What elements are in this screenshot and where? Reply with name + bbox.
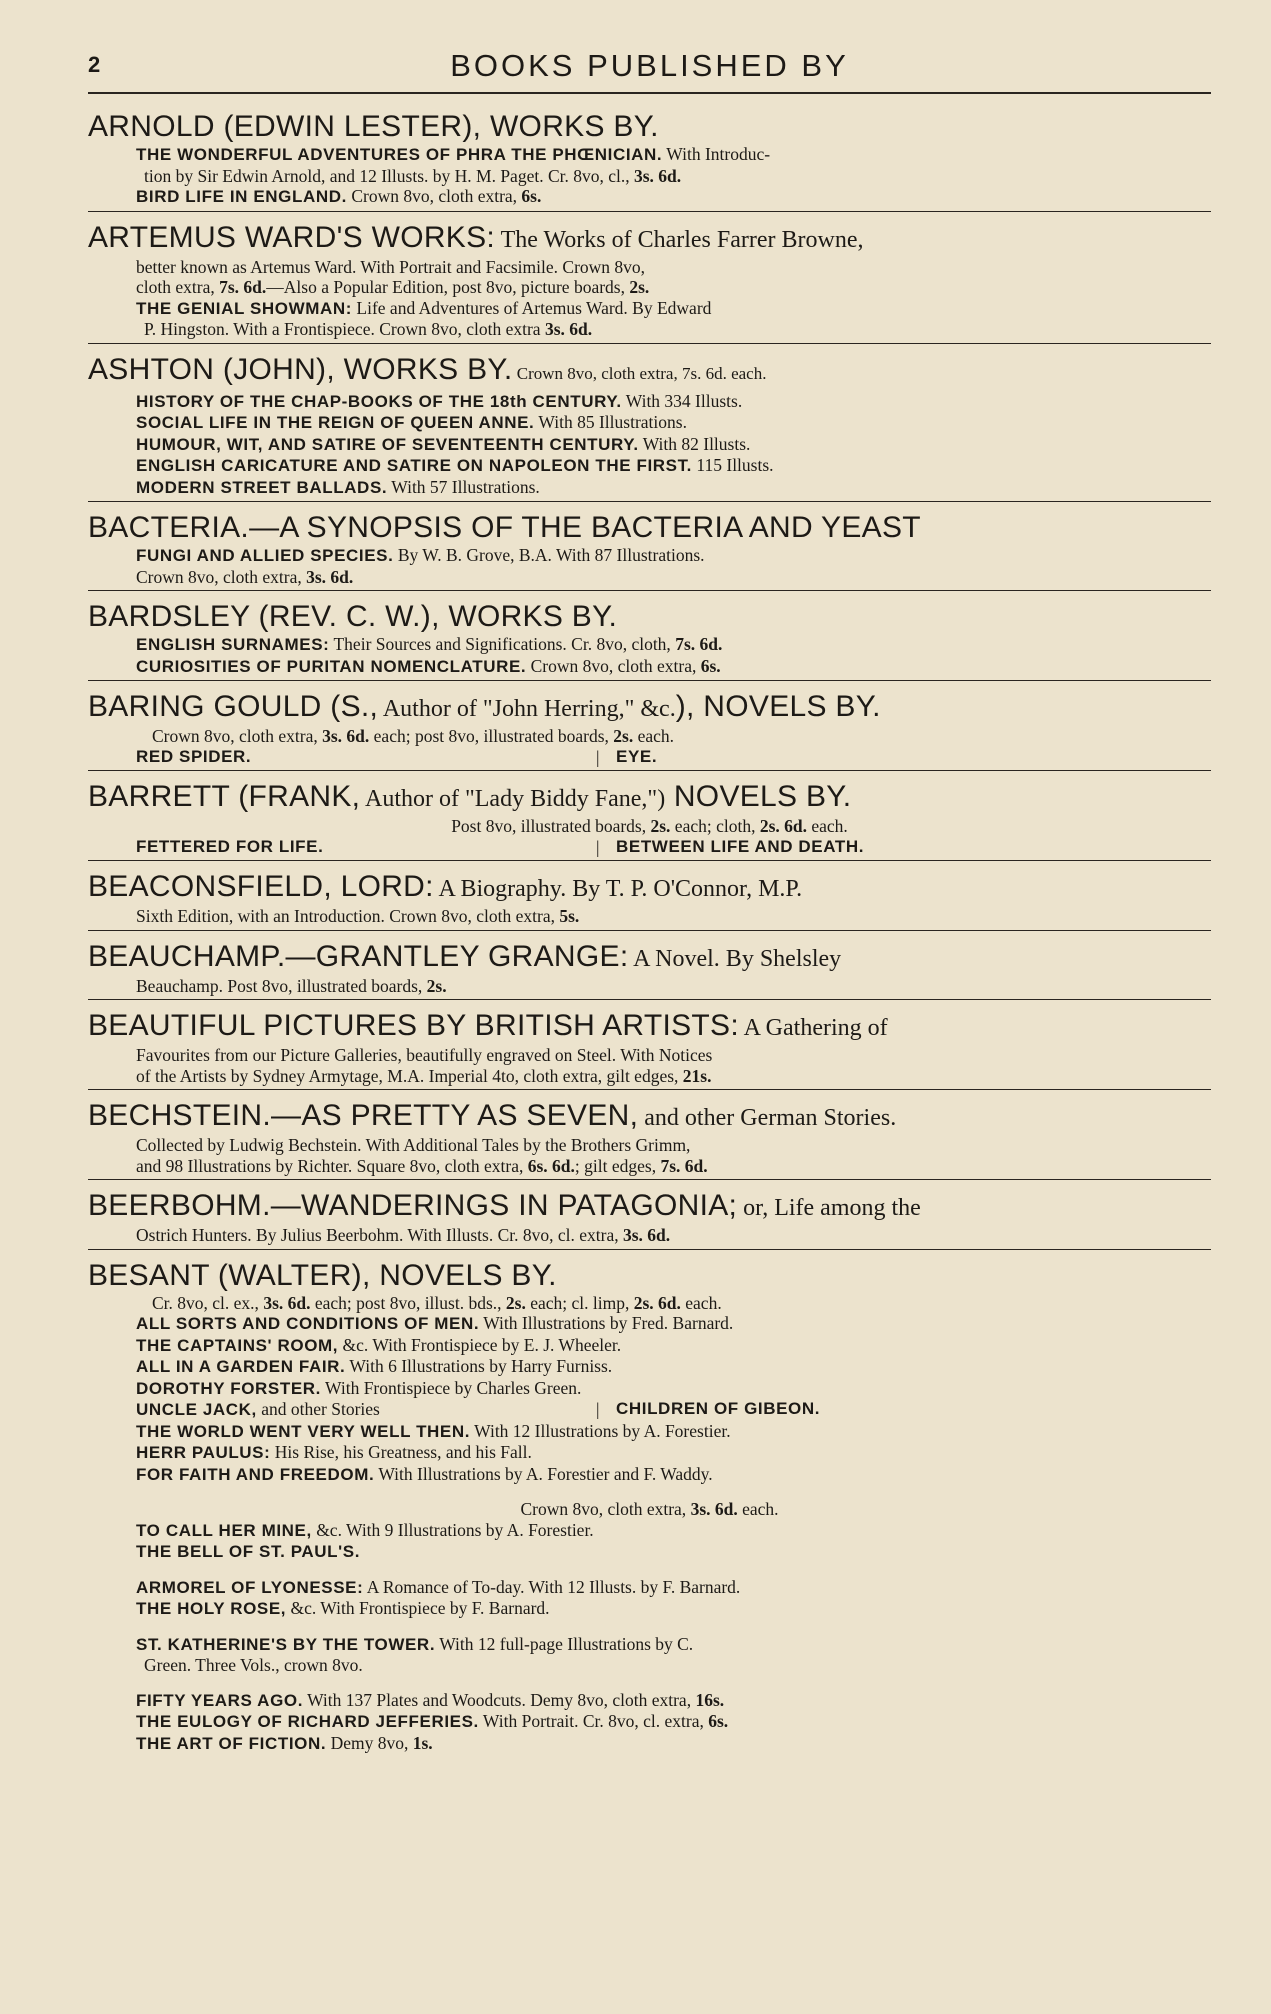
heading-end: ), NOVELS BY. — [675, 690, 881, 723]
book-title: ST. KATHERINE'S BY THE TOWER. — [136, 1634, 436, 1654]
price: 3s. 6d. — [544, 319, 593, 339]
book-details: Their Sources and Significations. Cr. 8vo, cloth, — [329, 634, 676, 654]
entry-heading — [88, 870, 1211, 906]
price: 7s. 6d. — [660, 1155, 708, 1176]
price: 1s. — [412, 1732, 433, 1753]
book-details: each. — [680, 1292, 722, 1313]
price: 6s. — [521, 186, 542, 206]
entry-line — [88, 1399, 1211, 1421]
entry-line — [88, 1156, 1211, 1177]
book-details: A Romance of To-day. With 12 Illusts. by F. Barnard. — [363, 1576, 741, 1597]
price: 3s. 6d. — [690, 1499, 738, 1519]
book-details: Post 8vo, illustrated boards, — [451, 816, 651, 836]
price: 3s. 6d. — [622, 1225, 671, 1245]
book-details: each; cloth, — [670, 816, 760, 836]
book-title: FOR FAITH AND FREEDOM. — [136, 1464, 375, 1484]
entry-line — [88, 1293, 1211, 1314]
entry-line — [88, 434, 1211, 456]
heading-tail: A Gathering of — [738, 1015, 888, 1041]
price: 5s. — [559, 906, 580, 926]
book-details: With 137 Plates and Woodcuts. Demy 8vo, cloth extra, — [303, 1689, 696, 1710]
entry-heading: ARNOLD (EDWIN LESTER), WORKS BY. — [88, 110, 659, 143]
entry-line — [88, 1356, 1211, 1378]
heading-tail: A Novel. By Shelsley — [628, 945, 842, 972]
book-details: and other Stories — [256, 1399, 380, 1419]
book-details: &c. With 9 Illustrations by A. Forestier. — [311, 1519, 594, 1540]
book-details: P. Hingston. With a Frontispiece. Crown 8vo, cloth extra — [144, 319, 545, 339]
heading-text: BEAUCHAMP.—GRANTLEY GRANGE: — [88, 939, 629, 973]
book-details: and 98 Illustrations by Richter. Square 8vo, cloth extra, — [136, 1155, 528, 1176]
book-details: Demy 8vo, — [326, 1732, 413, 1753]
book-details: 115 Illusts. — [692, 455, 774, 475]
entry-heading: BACTERIA.—A SYNOPSIS OF THE BACTERIA AND YEAST — [88, 511, 921, 544]
book-title: EYE. — [616, 746, 658, 766]
book-title: ENGLISH CARICATURE AND SATIRE ON NAPOLEON THE FIRST. — [136, 456, 693, 475]
book-title: THE EULOGY OF RICHARD JEFFERIES. — [136, 1712, 479, 1731]
entry-line — [88, 1711, 1211, 1733]
entry-line — [88, 1421, 1211, 1443]
book-details: Green. Three Vols., crown 8vo. — [144, 1655, 363, 1675]
book-title: ENGLISH SURNAMES: — [136, 635, 330, 654]
book-details: Ostrich Hunters. By Julius Beerbohm. With Illusts. Cr. 8vo, cl. extra, — [136, 1225, 623, 1245]
book-title: ALL IN A GARDEN FAIR. — [136, 1357, 346, 1376]
book-details: With 82 Illusts. — [638, 433, 751, 454]
heading-text: BARRETT (FRANK, — [88, 780, 361, 813]
book-details: With 57 Illustrations. — [387, 476, 540, 497]
book-title: THE ART OF FICTION. — [136, 1733, 327, 1753]
entry-line — [88, 837, 1211, 858]
entry-besant — [88, 1259, 1211, 1758]
entry-line — [88, 656, 1211, 678]
entry-heading: BARDSLEY (REV. C. W.), WORKS BY. — [88, 600, 618, 633]
entry-line — [88, 1225, 1211, 1246]
book-details: &c. With Frontispiece by F. Barnard. — [286, 1598, 550, 1618]
book-title: THE CAPTAINS' ROOM, — [136, 1335, 339, 1355]
heading-extra: Crown 8vo, cloth extra, 7s. 6d. each. — [512, 363, 767, 383]
entry-heading — [88, 780, 1211, 816]
book-title: FUNGI AND ALLIED SPECIES. — [136, 546, 394, 565]
entry-line — [88, 455, 1211, 477]
book-details: With 12 Illustrations by A. Forestier. — [470, 1420, 731, 1441]
running-head — [88, 48, 1211, 94]
book-details: Crown 8vo, cloth extra, — [526, 655, 701, 676]
entry-line — [88, 816, 1211, 837]
entry-line — [88, 1520, 1211, 1542]
book-title: MODERN STREET BALLADS. — [136, 477, 388, 497]
entry-beautiful-pictures — [88, 1009, 1211, 1090]
price: 7s. 6d. — [219, 277, 267, 297]
book-details: With 6 Illustrations by Harry Furniss. — [345, 1356, 613, 1376]
book-title: SOCIAL LIFE IN THE REIGN OF QUEEN ANNE. — [136, 413, 535, 432]
book-details: Crown 8vo, cloth extra, — [152, 726, 323, 746]
book-title: BIRD LIFE IN ENGLAND. — [136, 187, 347, 206]
book-title: HUMOUR, WIT, AND SATIRE OF SEVENTEENTH CENTURY. — [136, 434, 639, 454]
entry-line — [88, 144, 1211, 166]
price: 21s. — [682, 1065, 712, 1086]
heading-text: BECHSTEIN.—AS PRETTY AS SEVEN, — [88, 1099, 639, 1132]
entry-barrett — [88, 780, 1211, 861]
heading-tail: Author of "John Herring," &c. — [378, 696, 676, 722]
book-details: With Illustrations by A. Forestier and F. Waddy. — [374, 1463, 713, 1484]
price: 3s. 6d. — [263, 1292, 311, 1313]
book-details: Crown 8vo, cloth extra, — [520, 1499, 691, 1519]
entry-ashton — [88, 353, 1211, 503]
price: 6s. — [708, 1711, 729, 1731]
entry-heading — [88, 353, 1211, 391]
price: 2s. — [650, 816, 671, 836]
entry-line — [88, 1335, 1211, 1357]
entry-line: Favourites from our Picture Galleries, beautifully engraved on Steel. With Notices — [136, 1045, 713, 1065]
entry-line — [88, 391, 1211, 413]
entry-line — [88, 1464, 1211, 1486]
book-details: By W. B. Grove, B.A. With 87 Illustrations. — [393, 545, 705, 565]
entry-bacteria — [88, 511, 1211, 591]
entry-heading: BESANT (WALTER), NOVELS BY. — [88, 1258, 557, 1292]
book-title: HERR PAULUS: — [136, 1443, 271, 1462]
price: 2s. 6d. — [633, 1292, 681, 1313]
entry-line: Collected by Ludwig Bechstein. With Additional Tales by the Brothers Grimm, — [136, 1135, 691, 1155]
book-details: each. — [737, 1499, 779, 1519]
entry-line — [88, 1499, 1211, 1520]
entry-line — [88, 1066, 1211, 1087]
entry-line — [88, 477, 1211, 499]
price: 2s. — [426, 975, 447, 996]
entry-line — [88, 1690, 1211, 1712]
entry-beaconsfield — [88, 870, 1211, 931]
book-details: each; cl. limp, — [525, 1292, 634, 1313]
entry-heading — [88, 221, 1211, 257]
price: 3s. 6d. — [322, 726, 370, 746]
heading-tail: A Biography. By T. P. O'Connor, M.P. — [433, 876, 803, 902]
price: 3s. 6d. — [306, 566, 354, 587]
price: 2s. — [629, 277, 650, 297]
entry-beauchamp — [88, 940, 1211, 1001]
entry-line — [88, 747, 1211, 768]
column-divider: | — [596, 836, 600, 857]
book-title: ARMOREL OF LYONESSE: — [136, 1577, 364, 1597]
book-details: of the Artists by Sydney Armytage, M.A. Imperial 4to, cloth extra, gilt edges, — [136, 1065, 683, 1086]
entry-line — [88, 1598, 1211, 1620]
entry-line: better known as Artemus Ward. With Portrait and Facsimile. Crown 8vo, — [136, 256, 646, 277]
book-details: With 12 full-page Illustrations by C. — [435, 1633, 694, 1654]
entry-line — [88, 1313, 1211, 1335]
entry-line — [88, 277, 1211, 298]
book-title: ALL SORTS AND CONDITIONS OF MEN. — [136, 1314, 480, 1333]
header-title: BOOKS PUBLISHED BY — [450, 48, 849, 83]
book-title: TO CALL HER MINE, — [136, 1520, 312, 1540]
entry-line — [88, 1655, 1211, 1676]
heading-tail: and other German Stories. — [638, 1105, 897, 1131]
book-title: CURIOSITIES OF PURITAN NOMENCLATURE. — [136, 656, 527, 676]
entry-heading — [88, 1009, 1211, 1045]
entry-line — [88, 567, 1211, 588]
book-title: CHILDREN OF GIBEON. — [616, 1399, 821, 1418]
heading-text: BEACONSFIELD, LORD: — [88, 870, 434, 903]
price: 2s. — [613, 726, 634, 746]
entry-line — [88, 726, 1211, 747]
entry-bechstein — [88, 1099, 1211, 1180]
book-title: FETTERED FOR LIFE. — [136, 836, 324, 856]
book-details: ; gilt edges, — [574, 1155, 661, 1176]
entry-heading — [88, 1099, 1211, 1135]
book-details: Crown 8vo, cloth extra, — [346, 186, 522, 206]
price: 16s. — [695, 1689, 725, 1710]
price: 2s. 6d. — [759, 816, 807, 836]
entry-beerbohm — [88, 1189, 1211, 1250]
book-title: UNCLE JACK, — [136, 1400, 257, 1419]
heading-tail: The Works of Charles Farrer Browne, — [495, 226, 864, 253]
book-details: &c. With Frontispiece by E. J. Wheeler. — [338, 1334, 622, 1355]
price: 3s. 6d. — [634, 165, 682, 186]
heading-text: BARING GOULD (S., — [88, 690, 379, 723]
book-details: each. — [807, 816, 848, 836]
book-title: DOROTHY FORSTER. — [136, 1378, 321, 1398]
entry-line — [88, 412, 1211, 434]
entry-line — [88, 298, 1211, 320]
book-details: Crown 8vo, cloth extra, — [136, 566, 307, 587]
book-title: RED SPIDER. — [136, 746, 252, 766]
book-details: With Introduc- — [662, 144, 771, 164]
heading-end: NOVELS BY. — [665, 780, 852, 813]
entry-line — [88, 1577, 1211, 1599]
entry-bardsley — [88, 600, 1211, 681]
page-number: 2 — [88, 52, 101, 77]
book-details: Sixth Edition, with an Introduction. Crown 8vo, cloth extra, — [136, 906, 560, 926]
heading-tail: or, Life among the — [737, 1195, 921, 1221]
book-title: THE HOLY ROSE, — [136, 1599, 287, 1618]
book-title: BETWEEN LIFE AND DEATH. — [616, 836, 865, 856]
book-details: With Frontispiece by Charles Green. — [320, 1377, 582, 1398]
entry-line — [88, 1378, 1211, 1400]
book-details: tion by Sir Edwin Arnold, and 12 Illusts. by H. M. Paget. Cr. 8vo, cl., — [144, 165, 634, 186]
book-details: cloth extra, — [136, 277, 220, 297]
entry-line — [88, 545, 1211, 567]
book-details: each; post 8vo, illust. bds., — [310, 1292, 506, 1313]
entry-line — [88, 319, 1211, 340]
entry-line — [88, 1733, 1211, 1755]
heading-text: ASHTON (JOHN), WORKS BY. — [88, 352, 513, 386]
column-divider: | — [596, 746, 600, 767]
book-title: THE BELL OF ST. PAUL'S. — [136, 1542, 361, 1561]
entry-line — [88, 1442, 1211, 1464]
entry-heading — [88, 690, 1211, 726]
book-details: each; post 8vo, illustrated boards, — [369, 726, 614, 746]
entry-heading — [88, 1189, 1211, 1225]
book-details: each. — [633, 726, 675, 746]
column-divider: | — [596, 1399, 600, 1419]
heading-text: BEERBOHM.—WANDERINGS IN PATAGONIA; — [88, 1189, 738, 1222]
entry-arnold — [88, 110, 1211, 212]
book-details: With Portrait. Cr. 8vo, cl. extra, — [478, 1711, 709, 1731]
book-details: Cr. 8vo, cl. ex., — [152, 1292, 264, 1313]
heading-text: BEAUTIFUL PICTURES BY BRITISH ARTISTS: — [88, 1009, 739, 1042]
entry-line — [88, 634, 1211, 656]
entry-line — [88, 1634, 1211, 1656]
book-details: —Also a Popular Edition, post 8vo, picture boards, — [266, 277, 630, 297]
book-details: With 334 Illusts. — [621, 390, 743, 411]
book-details: Beauchamp. Post 8vo, illustrated boards, — [136, 975, 427, 996]
price: 6s. 6d. — [527, 1155, 575, 1176]
heading-tail: Author of "Lady Biddy Fane,") — [360, 786, 666, 812]
book-details: With 85 Illustrations. — [534, 412, 687, 432]
entry-artemus-ward — [88, 221, 1211, 344]
entry-line — [88, 976, 1211, 997]
entry-line — [88, 906, 1211, 927]
book-title: THE WORLD WENT VERY WELL THEN. — [136, 1421, 471, 1441]
entry-baring-gould — [88, 690, 1211, 771]
heading-text: ARTEMUS WARD'S WORKS: — [88, 220, 496, 254]
price: 6s. — [700, 655, 721, 676]
book-title: THE WONDERFUL ADVENTURES OF PHRA THE PHŒNICIAN. — [136, 145, 663, 164]
price: 7s. 6d. — [675, 634, 723, 654]
entry-line — [88, 186, 1211, 208]
book-entry — [136, 1399, 596, 1421]
book-details: His Rise, his Greatness, and his Fall. — [270, 1442, 532, 1462]
book-title: FIFTY YEARS AGO. — [136, 1690, 304, 1710]
book-title: HISTORY OF THE CHAP-BOOKS OF THE 18th CENTURY. — [136, 391, 622, 411]
price: 2s. — [505, 1292, 526, 1313]
entry-line — [88, 1541, 1211, 1563]
book-title: THE GENIAL SHOWMAN: — [136, 298, 353, 318]
entry-heading — [88, 940, 1211, 976]
book-details: Life and Adventures of Artemus Ward. By Edward — [352, 297, 712, 318]
entry-line — [88, 166, 1211, 187]
book-details: With Illustrations by Fred. Barnard. — [479, 1313, 734, 1333]
